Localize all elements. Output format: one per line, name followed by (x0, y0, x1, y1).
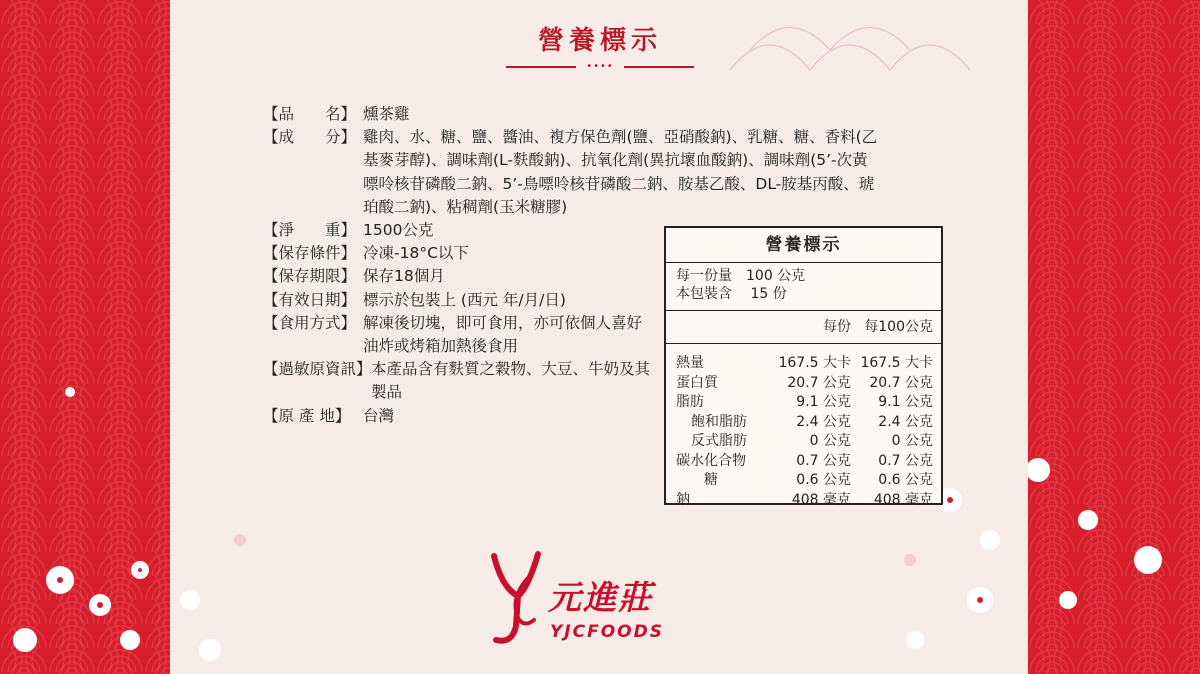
table-row: 糖 0.6 公克 0.6 公克 (704, 472, 933, 488)
info-value: 解凍後切塊，即可食用，亦可依個人喜好油炸或烤箱加熱後食用 (363, 313, 643, 356)
info-label: 【食用方式】 (263, 313, 357, 332)
info-value: 本產品含有麩質之穀物、大豆、牛奶及其製品 (371, 360, 651, 402)
wave-pattern-right (1028, 0, 1200, 674)
serving-size: 每一份量 100 公克 (676, 268, 806, 284)
brand-name-cn: 元進莊 (548, 578, 653, 617)
info-value: 標示於包裝上 (西元 年/月/日) (363, 290, 566, 309)
info-value: 1500公克 (363, 221, 434, 240)
info-value: 台灣 (363, 406, 395, 425)
info-row-name (263, 103, 903, 126)
left-pattern-panel (0, 0, 170, 674)
nutrition-header (666, 311, 941, 344)
info-label: 【過敏原資訊】 (263, 360, 372, 379)
col-per-100g: 每100公克 (864, 319, 933, 335)
right-pattern-panel (1028, 0, 1200, 674)
brand-logo-icon (488, 548, 548, 648)
title-divider-right (624, 66, 694, 68)
info-value: 雞肉、水、糖、鹽、醬油、複方保色劑(鹽、亞硝酸鈉)、乳糖、糖、香料(乙基麥芽醇)、調味劑(L-麩酸鈉)、抗氧化劑(異抗壞血酸鈉)、調味劑(5’-次黃嘌呤核苷磷酸二鈉、5’-鳥嘌呤核苷磷酸二鈉、胺基乙酸、DL-胺基丙酸、琥珀酸二鈉)、粘稠劑(玉米糖膠) (363, 128, 878, 216)
info-label: 【有效日期】 (263, 290, 357, 309)
table-row: 碳水化合物 0.7 公克 0.7 公克 (676, 452, 933, 469)
table-row: 脂肪 9.1 公克 9.1 公克 (676, 394, 933, 410)
serving-info (666, 263, 941, 311)
col-per-serving: 每份 (823, 319, 851, 335)
table-row: 蛋白質 20.7 公克 20.7 公克 (676, 374, 933, 391)
info-value: 燻茶雞 (363, 105, 410, 123)
info-label: 【原 產 地】 (263, 406, 351, 425)
nutrition-rows (666, 344, 941, 510)
info-label: 【保存期限】 (263, 267, 357, 286)
table-row: 飽和脂肪 2.4 公克 2.4 公克 (691, 413, 933, 430)
nutrition-table (664, 226, 943, 508)
title-ornament: •••• (586, 61, 614, 72)
page-title: 營養標示 (537, 26, 662, 56)
table-row: 熱量 167.5 大卡 167.5 大卡 (676, 355, 933, 371)
title-divider-left (506, 66, 576, 68)
info-label: 【保存條件】 (263, 244, 357, 263)
brand-name-en: YJCFOODS (550, 622, 664, 642)
info-label: 【成 分】 (263, 128, 357, 147)
table-row: 反式脂肪 0 公克 0 公克 (691, 433, 933, 449)
nutrition-title: 營養標示 (666, 228, 941, 263)
info-value: 保存18個月 (363, 267, 445, 286)
info-value: 冷凍-18°C以下 (363, 244, 469, 263)
info-label: 【淨 重】 (263, 221, 357, 240)
wave-pattern-left (0, 0, 170, 674)
info-row-ingredients (263, 126, 903, 219)
table-row: 鈉 408 毫克 408 毫克 (676, 491, 933, 508)
info-label: 【品 名】 (263, 105, 357, 123)
servings-per-package: 本包裝含 15 份 (676, 286, 787, 302)
